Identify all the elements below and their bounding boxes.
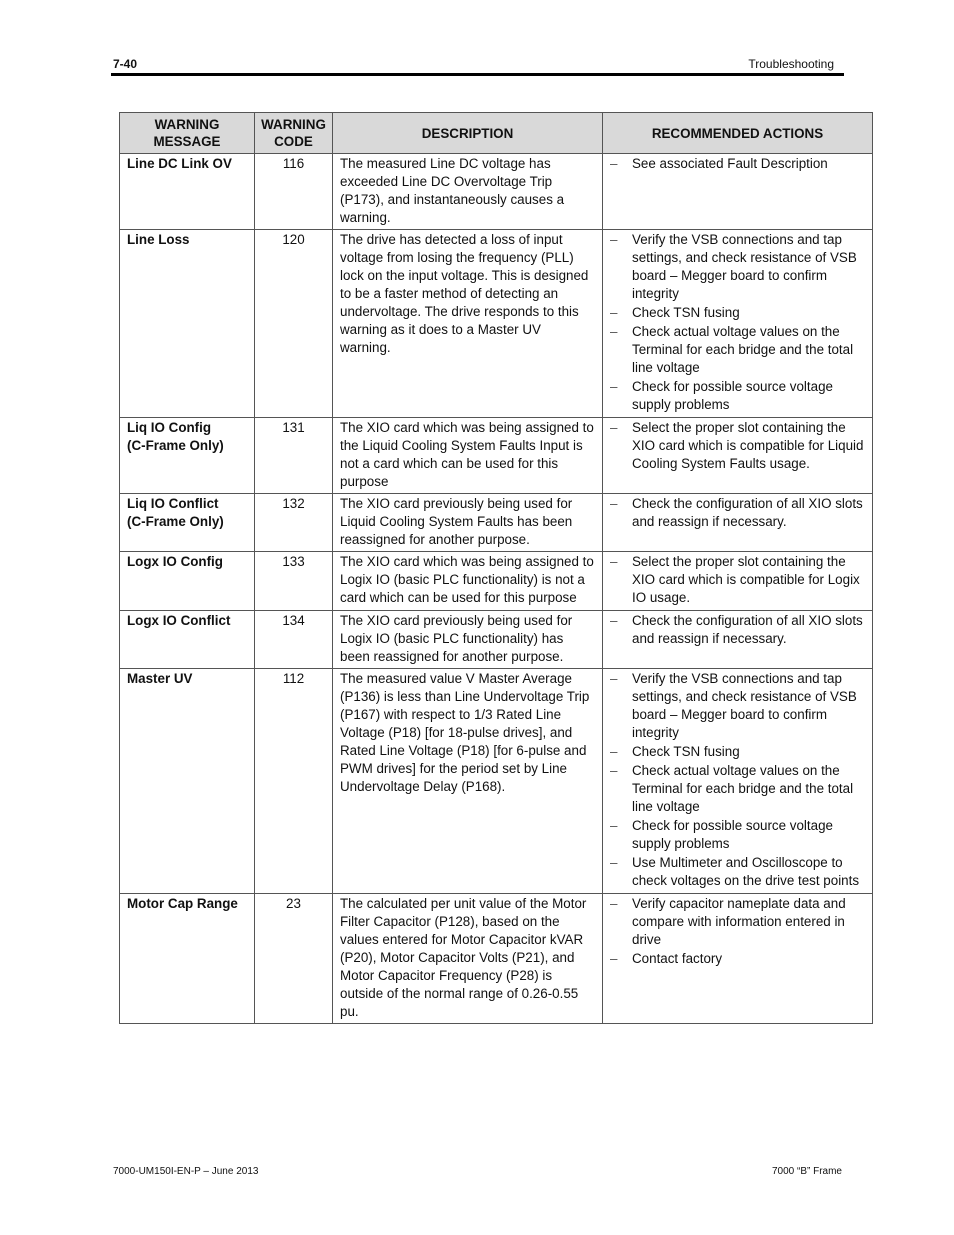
section-title: Troubleshooting [748,57,834,71]
action-item [610,495,865,531]
warning-code-cell: 133 [255,552,333,611]
action-list [610,670,865,890]
dash-bullet-icon: – [610,379,618,394]
action-item [610,895,865,949]
description-cell: The XIO card previously being used for Liquid Cooling System Faults has been reassigned for another purpose. [333,494,603,552]
dash-bullet-icon: – [610,305,618,320]
warning-message-cell [120,611,255,669]
action-list [610,895,865,968]
description-cell: The measured value V Master Average (P136) is less than Line Undervoltage Trip (P167) with respect to 1/3 Rated Line Voltage (P18) [for 18-pulse drives], and Rated Line Voltage (P18) [for 6-pulse and PWM drives] for the period set by Line Undervoltage Delay (P168). [333,669,603,894]
action-text: See associated Fault Description [632,156,828,171]
warning-message-line: Liq IO Conflict [127,496,219,511]
action-text: Check actual voltage values on the Terminal for each bridge and the total line voltage [632,763,854,814]
dash-bullet-icon: – [610,896,618,911]
action-list [610,495,865,531]
description-cell: The XIO card previously being used for Logix IO (basic PLC functionality) has been reassigned for another purpose. [333,611,603,669]
dash-bullet-icon: – [610,818,618,833]
footer-doc-id: 7000-UM150I-EN-P – June 2013 [113,1166,259,1177]
dash-bullet-icon: – [610,156,618,171]
action-text: Check the configuration of all XIO slots and reassign if necessary. [632,496,863,529]
footer-product: 7000 “B” Frame [771,1166,842,1177]
action-text: Check for possible source voltage supply problems [632,818,833,851]
action-text: Contact factory [632,951,723,966]
recommended-actions-cell [603,230,873,418]
action-list [610,612,865,648]
action-text: Check actual voltage values on the Terminal for each bridge and the total line voltage [632,324,854,375]
description-cell: The drive has detected a loss of input voltage from losing the frequency (PLL) lock on the input voltage. This is designed to be a faster method of detecting an undervoltage. The drive responds to this warning as it does to a Master UV warning. [333,230,603,418]
table-row [120,418,873,494]
action-text: Check for possible source voltage supply problems [632,379,833,412]
dash-bullet-icon: – [610,420,618,435]
warning-message-line: Motor Cap Range [127,896,238,911]
table-row [120,669,873,894]
warning-message-line: Master UV [127,671,193,686]
header-description: DESCRIPTION [333,113,603,154]
action-item [610,553,865,607]
warning-message-cell [120,552,255,611]
warning-message-cell [120,494,255,552]
warning-message-line: Logx IO Config [127,554,223,569]
description-cell: The calculated per unit value of the Motor Filter Capacitor (P128), based on the values entered for Motor Capacitor kVAR (P20), Motor Capacitor Volts (P21), and Motor Capacitor Frequency (P28) is outside of the normal range of 0.26-0.55 pu. [333,894,603,1024]
dash-bullet-icon: – [610,613,618,628]
dash-bullet-icon: – [610,763,618,778]
warning-code-cell: 23 [255,894,333,1024]
dash-bullet-icon: – [610,951,618,966]
action-list [610,553,865,607]
action-text: Select the proper slot containing the XIO card which is compatible for Logix IO usage. [632,554,860,605]
warning-message-cell [120,894,255,1024]
table-row [120,552,873,611]
warning-code-cell: 116 [255,154,333,230]
dash-bullet-icon: – [610,671,618,686]
action-text: Check the configuration of all XIO slots and reassign if necessary. [632,613,863,646]
table-row [120,494,873,552]
table-row [120,894,873,1024]
action-item [610,323,865,377]
warning-message-line: Logx IO Conflict [127,613,231,628]
action-item [610,304,865,322]
warning-message-cell [120,669,255,894]
dash-bullet-icon: – [610,855,618,870]
action-text: Verify the VSB connections and tap settings, and check resistance of VSB board – Megger board to confirm integrity [632,671,857,740]
description-cell: The XIO card which was being assigned to Logix IO (basic PLC functionality) is not a card which can be used for this purpose [333,552,603,611]
action-text: Verify capacitor nameplate data and compare with information entered in drive [632,896,846,947]
warning-message-line: Liq IO Config [127,420,212,435]
action-item [610,854,865,890]
warning-table [119,112,873,1024]
header-rule [111,73,844,76]
recommended-actions-cell [603,154,873,230]
action-item [610,817,865,853]
warning-message-cell [120,154,255,230]
action-item [610,378,865,414]
table-header-row [120,113,873,154]
action-text: Use Multimeter and Oscilloscope to check voltages on the drive test points [632,855,860,888]
action-item [610,231,865,303]
dash-bullet-icon: – [610,744,618,759]
warning-message-line: Line Loss [127,232,190,247]
table-row [120,611,873,669]
warning-message-cell [120,230,255,418]
action-item [610,155,865,173]
warning-code-cell: 132 [255,494,333,552]
action-item [610,950,865,968]
action-text: Check TSN fusing [632,744,740,759]
recommended-actions-cell [603,418,873,494]
table-row [120,154,873,230]
dash-bullet-icon: – [610,232,618,247]
recommended-actions-cell [603,552,873,611]
recommended-actions-cell [603,494,873,552]
action-item [610,762,865,816]
action-list [610,155,865,173]
header-warning-code: WARNING CODE [255,113,333,154]
warning-code-cell: 120 [255,230,333,418]
action-item [610,670,865,742]
warning-message-line: (C-Frame Only) [127,514,224,529]
action-item [610,612,865,648]
recommended-actions-cell [603,894,873,1024]
warning-message-line: (C-Frame Only) [127,438,224,453]
description-cell: The XIO card which was being assigned to the Liquid Cooling System Faults Input is not a card which can be used for this purpose [333,418,603,494]
header-warning-message: WARNING MESSAGE [120,113,255,154]
page-number: 7-40 [113,57,138,71]
header-recommended-actions: RECOMMENDED ACTIONS [603,113,873,154]
warning-message-cell [120,418,255,494]
action-list [610,231,865,414]
recommended-actions-cell [603,669,873,894]
action-text: Check TSN fusing [632,305,740,320]
action-text: Select the proper slot containing the XIO card which is compatible for Liquid Cooling System Faults usage. [632,420,864,471]
description-cell: The measured Line DC voltage has exceeded Line DC Overvoltage Trip (P173), and instantaneously causes a warning. [333,154,603,230]
dash-bullet-icon: – [610,324,618,339]
dash-bullet-icon: – [610,554,618,569]
action-item [610,743,865,761]
action-text: Verify the VSB connections and tap settings, and check resistance of VSB board – Megger board to confirm integrity [632,232,857,301]
action-item [610,419,865,473]
warning-code-cell: 134 [255,611,333,669]
warning-code-cell: 131 [255,418,333,494]
recommended-actions-cell [603,611,873,669]
table-row [120,230,873,418]
warning-message-line: Line DC Link OV [127,156,232,171]
dash-bullet-icon: – [610,496,618,511]
action-list [610,419,865,473]
warning-code-cell: 112 [255,669,333,894]
